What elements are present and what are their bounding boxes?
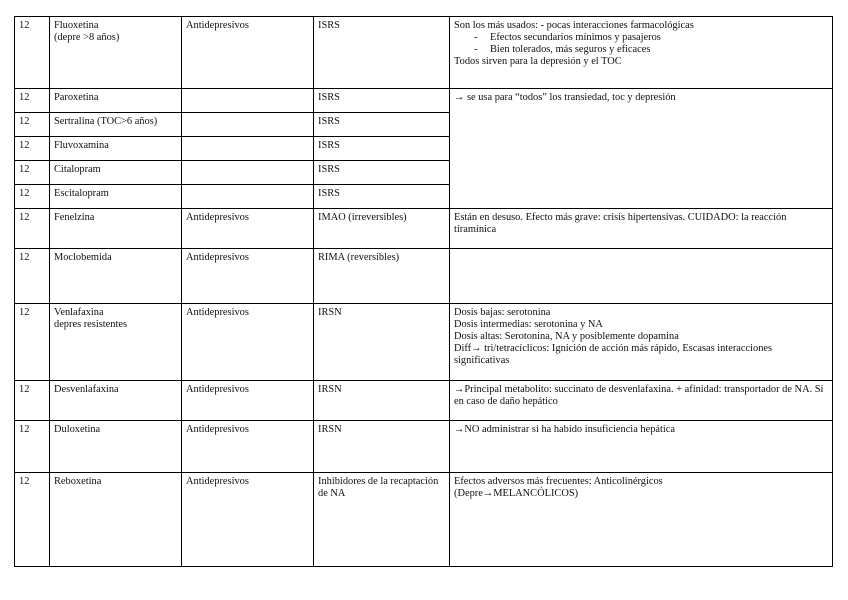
cell-num: 12	[15, 209, 50, 249]
table-row	[15, 304, 833, 381]
list-item: - Efectos secundarios mínimos y pasajeros	[474, 32, 828, 44]
cell-class: ISRS	[314, 137, 450, 161]
cell-notes: → se usa para “todos” los transiedad, toc y depresión	[450, 89, 833, 209]
cell-notes: Están en desuso. Efecto más grave: crisis hipertensivas. CUIDADO: la reacción tiramínica	[450, 209, 833, 249]
cell-num: 12	[15, 381, 50, 421]
cell-drug: Sertralina (TOC>6 años)	[50, 113, 182, 137]
drug-name: Fluoxetina	[54, 20, 99, 31]
table-row	[15, 421, 833, 473]
cell-type	[182, 161, 314, 185]
cell-num: 12	[15, 421, 50, 473]
cell-drug: Reboxetina	[50, 473, 182, 567]
cell-num: 12	[15, 89, 50, 113]
cell-num: 12	[15, 185, 50, 209]
cell-drug: Fluvoxamina	[50, 137, 182, 161]
cell-drug: Duloxetina	[50, 421, 182, 473]
drug-note: depres resistentes	[54, 319, 127, 330]
cell-notes	[450, 304, 833, 381]
cell-drug: Escitalopram	[50, 185, 182, 209]
cell-class: ISRS	[314, 161, 450, 185]
cell-type: Antidepresivos	[182, 17, 314, 89]
cell-notes: →NO administrar si ha habido insuficiencia hepática	[450, 421, 833, 473]
cell-type: Antidepresivos	[182, 381, 314, 421]
cell-drug	[50, 17, 182, 89]
cell-type: Antidepresivos	[182, 249, 314, 304]
note-line: Efectos adversos más frecuentes: Anticolinérgicos	[454, 476, 663, 487]
table-row	[15, 381, 833, 421]
cell-drug: Fenelzina	[50, 209, 182, 249]
cell-notes	[450, 17, 833, 89]
cell-class: ISRS	[314, 17, 450, 89]
cell-drug	[50, 304, 182, 381]
note-line: Diff→ tri/tetracíclicos: Ignición de acción más rápido, Escasas interacciones significativas	[454, 343, 773, 366]
notes-outro: Todos sirven para la depresión y el TOC	[454, 56, 622, 67]
cell-class: Inhibidores de la recaptación de NA	[314, 473, 450, 567]
cell-num: 12	[15, 473, 50, 567]
cell-num: 12	[15, 161, 50, 185]
cell-notes	[450, 249, 833, 304]
cell-num: 12	[15, 249, 50, 304]
cell-class: ISRS	[314, 89, 450, 113]
cell-drug: Moclobemida	[50, 249, 182, 304]
cell-num: 12	[15, 304, 50, 381]
cell-class: IMAO (irreversibles)	[314, 209, 450, 249]
note-line: Dosis intermedias: serotonina y NA	[454, 319, 603, 330]
cell-drug: Citalopram	[50, 161, 182, 185]
table-row	[15, 473, 833, 567]
cell-type	[182, 185, 314, 209]
cell-type: Antidepresivos	[182, 209, 314, 249]
cell-type: Antidepresivos	[182, 473, 314, 567]
cell-type	[182, 137, 314, 161]
cell-type	[182, 89, 314, 113]
cell-drug: Desvenlafaxina	[50, 381, 182, 421]
note-line: Dosis altas: Serotonina, NA y posiblemente dopamina	[454, 331, 679, 342]
cell-notes: →Principal metabolito: succinato de desvenlafaxina. + afinidad: transportador de NA. Sí en caso de daño hepático	[450, 381, 833, 421]
cell-class: IRSN	[314, 304, 450, 381]
cell-drug: Paroxetina	[50, 89, 182, 113]
list-item: - Bien tolerados, más seguros y eficaces	[474, 44, 828, 56]
cell-notes	[450, 473, 833, 567]
notes-intro: Son los más usados: - pocas interacciones farmacológicas	[454, 20, 694, 31]
cell-num: 12	[15, 17, 50, 89]
drug-name: Venlafaxina	[54, 307, 104, 318]
notes-list	[454, 32, 828, 56]
drug-table	[14, 16, 833, 567]
cell-class: RIMA (reversibles)	[314, 249, 450, 304]
table-row	[15, 17, 833, 89]
cell-class: IRSN	[314, 381, 450, 421]
note-line: (Depre→MELANCÓLICOS)	[454, 488, 579, 499]
cell-class: ISRS	[314, 185, 450, 209]
cell-num: 12	[15, 137, 50, 161]
cell-class: ISRS	[314, 113, 450, 137]
table-row	[15, 89, 833, 113]
note-line: Dosis bajas: serotonina	[454, 307, 551, 318]
cell-type: Antidepresivos	[182, 421, 314, 473]
table-row	[15, 209, 833, 249]
cell-type: Antidepresivos	[182, 304, 314, 381]
cell-class: IRSN	[314, 421, 450, 473]
table-row	[15, 249, 833, 304]
drug-note: (depre >8 años)	[54, 32, 120, 43]
cell-type	[182, 113, 314, 137]
cell-num: 12	[15, 113, 50, 137]
